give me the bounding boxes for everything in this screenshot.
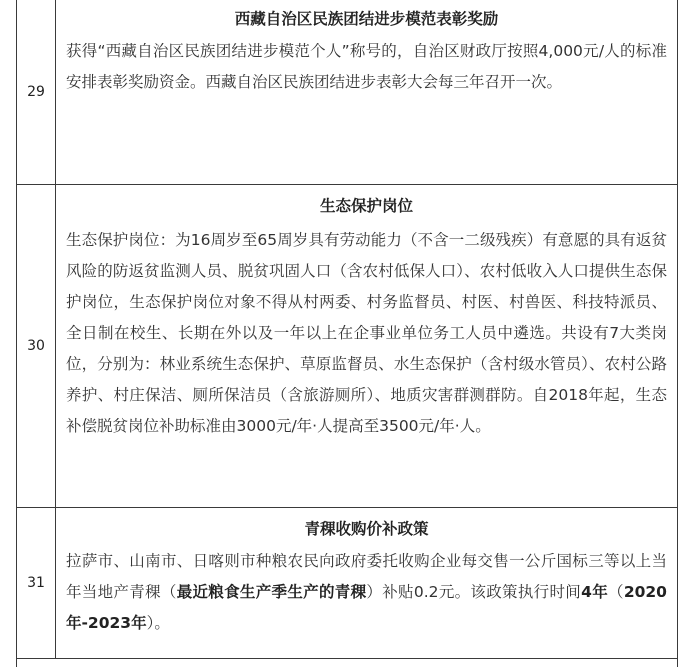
- description-text: 拉萨市、山南市、日喀则市种粮农民向政府委托收购企业每交售一公斤国标三等以上当年当地产青稞（: [66, 552, 667, 601]
- description-text: ）补贴0.2元。该政策执行时间: [366, 583, 582, 601]
- table-row: [17, 0, 677, 185]
- policy-description: 获得“西藏自治区民族团结进步模范个人”称号的，自治区财政厅按照4,000元/人的标准安排表彰奖励资金。西藏自治区民族团结进步表彰大会每三年召开一次。: [66, 42, 667, 91]
- row-number: 30: [17, 185, 56, 507]
- table-row: [17, 185, 677, 508]
- description-emphasis: 4年: [581, 583, 609, 601]
- policy-title: 西藏自治区民族团结进步模范表彰奖励: [234, 10, 499, 28]
- row-content: [56, 508, 677, 658]
- description-emphasis: 2020年-2023年: [66, 583, 667, 632]
- policy-title: 青稞收购价补政策: [304, 520, 429, 538]
- policy-description: 生态保护岗位：为16周岁至65周岁具有劳动能力（不含一二级残疾）有意愿的具有返贫风险的防返贫监测人员、脱贫巩固人口（含农村低保人口）、农村低收入人口提供生态保护岗位，生态保护岗位对象不得从村两委、村务监督员、村医、村兽医、科技特派员、全日制在校生、长期在外以及一年以上在企事业单位务工人员中遴选。共设有7大类岗位，分别为：林业系统生态保护、草原监督员、水生态保护（含村级水管员）、农村公路养护、村庄保洁、厕所保洁员（含旅游厕所）、地质灾害群测群防。自2018年起，生态补偿脱贫岗位补助标准由3000元/年·人提高至3500元/年·人。: [66, 231, 667, 435]
- row-number: 31: [17, 508, 56, 658]
- description-text: ）。: [146, 614, 170, 632]
- policy-title: 生态保护岗位: [319, 197, 413, 215]
- policy-description: [66, 546, 667, 639]
- row-content: [56, 185, 677, 507]
- description-emphasis: 最近粮食生产季生产的青稞: [176, 583, 367, 601]
- row-number: 29: [17, 0, 56, 184]
- table-row: [17, 508, 677, 659]
- row-content: [56, 0, 677, 184]
- policy-table: [16, 0, 678, 667]
- description-text: （: [608, 583, 624, 601]
